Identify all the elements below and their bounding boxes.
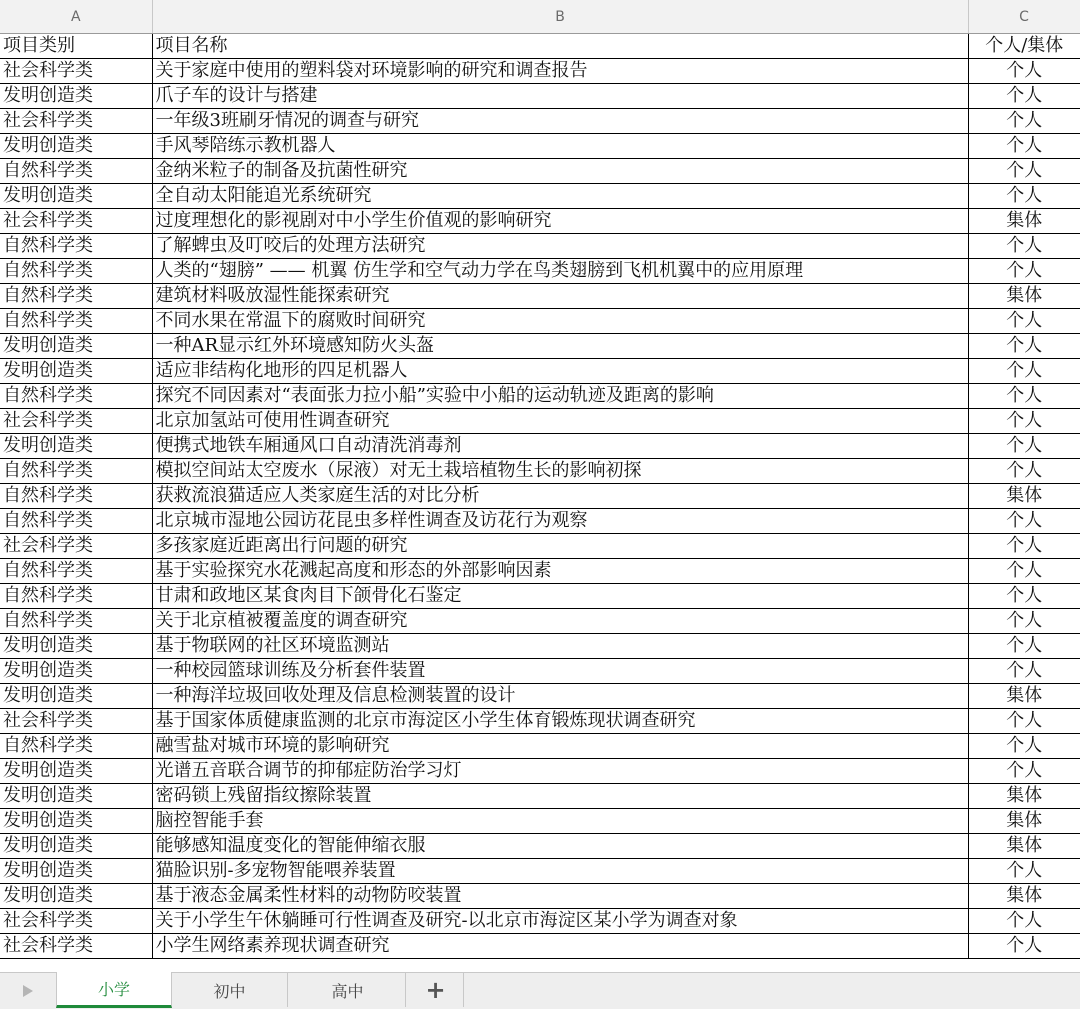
cell-category[interactable]: 发明创造类 xyxy=(0,684,152,709)
cell-category[interactable]: 社会科学类 xyxy=(0,534,152,559)
cell-category[interactable]: 自然科学类 xyxy=(0,484,152,509)
cell-project-name[interactable]: 一种海洋垃圾回收处理及信息检测装置的设计 xyxy=(152,684,968,709)
cell-project-name[interactable]: 基于实验探究水花溅起高度和形态的外部影响因素 xyxy=(152,559,968,584)
cell-project-name[interactable]: 北京城市湿地公园访花昆虫多样性调查及访花行为观察 xyxy=(152,509,968,534)
cell-type[interactable]: 个人 xyxy=(968,159,1080,184)
cell-category[interactable]: 社会科学类 xyxy=(0,709,152,734)
cell-type[interactable]: 个人 xyxy=(968,734,1080,759)
cell-category[interactable]: 自然科学类 xyxy=(0,234,152,259)
tab-junior-high[interactable]: 初中 xyxy=(172,973,288,1007)
table-row xyxy=(0,159,1080,184)
cell-type[interactable]: 个人 xyxy=(968,859,1080,884)
cell-project-name[interactable]: 过度理想化的影视剧对中小学生价值观的影响研究 xyxy=(152,209,968,234)
cell-project-name[interactable]: 基于液态金属柔性材料的动物防咬装置 xyxy=(152,884,968,909)
cell-category[interactable]: 社会科学类 xyxy=(0,209,152,234)
cell-type[interactable]: 个人 xyxy=(968,509,1080,534)
tab-senior-high[interactable]: 高中 xyxy=(290,973,406,1007)
cell-project-name[interactable]: 金纳米粒子的制备及抗菌性研究 xyxy=(152,159,968,184)
cell-category[interactable]: 自然科学类 xyxy=(0,584,152,609)
nav-arrow-shape xyxy=(22,984,34,998)
cell-project-name[interactable]: 关于小学生午休躺睡可行性调查及研究-以北京市海淀区某小学为调查对象 xyxy=(152,909,968,934)
cell-category[interactable]: 自然科学类 xyxy=(0,559,152,584)
cell-type[interactable]: 集体 xyxy=(968,834,1080,859)
cell-category[interactable]: 社会科学类 xyxy=(0,109,152,134)
cell-type[interactable]: 个人 xyxy=(968,359,1080,384)
cell-project-name[interactable]: 爪子车的设计与搭建 xyxy=(152,84,968,109)
cell-project-name[interactable]: 甘肃和政地区某食肉目下颌骨化石鉴定 xyxy=(152,584,968,609)
cell-project-name[interactable]: 建筑材料吸放湿性能探索研究 xyxy=(152,284,968,309)
column-header-c[interactable]: C xyxy=(968,0,1080,34)
table-row xyxy=(0,909,1080,934)
cell-type[interactable]: 个人 xyxy=(968,309,1080,334)
cell-category[interactable]: 社会科学类 xyxy=(0,59,152,84)
cell-type[interactable]: 个人 xyxy=(968,409,1080,434)
table-row xyxy=(0,509,1080,534)
cell-project-name[interactable]: 不同水果在常温下的腐败时间研究 xyxy=(152,309,968,334)
cell-project-name[interactable]: 融雪盐对城市环境的影响研究 xyxy=(152,734,968,759)
cell-project-name[interactable]: 基于国家体质健康监测的北京市海淀区小学生体育锻炼现状调查研究 xyxy=(152,709,968,734)
table-row xyxy=(0,559,1080,584)
play-triangle-icon[interactable] xyxy=(0,973,56,1009)
header-cell-type[interactable]: 个人/集体 xyxy=(968,34,1080,59)
cell-type[interactable]: 个人 xyxy=(968,909,1080,934)
cell-category[interactable]: 自然科学类 xyxy=(0,734,152,759)
cell-category[interactable]: 发明创造类 xyxy=(0,359,152,384)
cell-type[interactable]: 个人 xyxy=(968,634,1080,659)
cell-type[interactable]: 个人 xyxy=(968,659,1080,684)
cell-type[interactable]: 个人 xyxy=(968,709,1080,734)
table-row xyxy=(0,459,1080,484)
table-row xyxy=(0,409,1080,434)
table-row xyxy=(0,434,1080,459)
cell-category[interactable]: 自然科学类 xyxy=(0,259,152,284)
cell-category[interactable]: 发明创造类 xyxy=(0,134,152,159)
table-row xyxy=(0,109,1080,134)
table-row xyxy=(0,684,1080,709)
cell-project-name[interactable]: 基于物联网的社区环境监测站 xyxy=(152,634,968,659)
cell-type[interactable]: 个人 xyxy=(968,934,1080,959)
cell-project-name[interactable]: 关于北京植被覆盖度的调查研究 xyxy=(152,609,968,634)
cell-category[interactable]: 自然科学类 xyxy=(0,309,152,334)
plus-icon[interactable]: + xyxy=(408,973,464,1007)
cell-project-name[interactable]: 密码锁上残留指纹擦除装置 xyxy=(152,784,968,809)
cell-category[interactable]: 自然科学类 xyxy=(0,384,152,409)
cell-type[interactable]: 集体 xyxy=(968,209,1080,234)
cell-type[interactable]: 集体 xyxy=(968,884,1080,909)
cell-type[interactable]: 个人 xyxy=(968,259,1080,284)
cell-type[interactable]: 个人 xyxy=(968,109,1080,134)
table-row xyxy=(0,234,1080,259)
cell-type[interactable]: 个人 xyxy=(968,384,1080,409)
cell-category[interactable]: 发明创造类 xyxy=(0,84,152,109)
table-row xyxy=(0,884,1080,909)
cell-type[interactable]: 个人 xyxy=(968,59,1080,84)
cell-type[interactable]: 个人 xyxy=(968,459,1080,484)
cell-project-name[interactable]: 一年级3班刷牙情况的调查与研究 xyxy=(152,109,968,134)
cell-category[interactable]: 自然科学类 xyxy=(0,609,152,634)
cell-project-name[interactable]: 一种AR显示红外环境感知防火头盔 xyxy=(152,334,968,359)
table-row xyxy=(0,784,1080,809)
cell-type[interactable]: 个人 xyxy=(968,534,1080,559)
table-row xyxy=(0,134,1080,159)
cell-project-name[interactable]: 了解蜱虫及叮咬后的处理方法研究 xyxy=(152,234,968,259)
cell-project-name[interactable]: 适应非结构化地形的四足机器人 xyxy=(152,359,968,384)
header-cell-category[interactable]: 项目类别 xyxy=(0,34,152,59)
table-row xyxy=(0,934,1080,959)
cell-category[interactable]: 发明创造类 xyxy=(0,809,152,834)
table-row xyxy=(0,359,1080,384)
cell-category[interactable]: 发明创造类 xyxy=(0,334,152,359)
table-row xyxy=(0,84,1080,109)
cell-type[interactable]: 个人 xyxy=(968,134,1080,159)
cell-project-name[interactable]: 一种校园篮球训练及分析套件装置 xyxy=(152,659,968,684)
table-row xyxy=(0,659,1080,684)
cell-type[interactable]: 个人 xyxy=(968,609,1080,634)
table-row xyxy=(0,309,1080,334)
cell-project-name[interactable]: 能够感知温度变化的智能伸缩衣服 xyxy=(152,834,968,859)
cell-type[interactable]: 个人 xyxy=(968,234,1080,259)
table-row xyxy=(0,184,1080,209)
table-row xyxy=(0,634,1080,659)
cell-category[interactable]: 自然科学类 xyxy=(0,509,152,534)
table-row xyxy=(0,809,1080,834)
table-row xyxy=(0,709,1080,734)
cell-type[interactable]: 个人 xyxy=(968,84,1080,109)
cell-type[interactable]: 个人 xyxy=(968,584,1080,609)
header-cell-name[interactable]: 项目名称 xyxy=(152,34,968,59)
cell-category[interactable]: 发明创造类 xyxy=(0,859,152,884)
cell-project-name[interactable]: 人类的“翅膀” —— 机翼 仿生学和空气动力学在鸟类翅膀到飞机机翼中的应用原理 xyxy=(152,259,968,284)
cell-project-name[interactable]: 脑控智能手套 xyxy=(152,809,968,834)
column-header-b[interactable]: B xyxy=(152,0,968,34)
table-row xyxy=(0,759,1080,784)
table-row xyxy=(0,384,1080,409)
cell-category[interactable]: 自然科学类 xyxy=(0,459,152,484)
cell-category[interactable]: 发明创造类 xyxy=(0,884,152,909)
cell-category[interactable]: 发明创造类 xyxy=(0,759,152,784)
cell-project-name[interactable]: 猫脸识别-多宠物智能喂养装置 xyxy=(152,859,968,884)
cell-type[interactable]: 集体 xyxy=(968,784,1080,809)
table-row xyxy=(0,534,1080,559)
table-row xyxy=(0,734,1080,759)
table-row xyxy=(0,284,1080,309)
cell-category[interactable]: 发明创造类 xyxy=(0,184,152,209)
cell-type[interactable]: 集体 xyxy=(968,484,1080,509)
column-header-a[interactable]: A xyxy=(0,0,152,34)
cell-type[interactable]: 个人 xyxy=(968,334,1080,359)
cell-type[interactable]: 个人 xyxy=(968,559,1080,584)
cell-project-name[interactable]: 全自动太阳能追光系统研究 xyxy=(152,184,968,209)
cell-category[interactable]: 自然科学类 xyxy=(0,284,152,309)
table-row xyxy=(0,584,1080,609)
cell-category[interactable]: 社会科学类 xyxy=(0,409,152,434)
cell-project-name[interactable]: 多孩家庭近距离出行问题的研究 xyxy=(152,534,968,559)
sheet-tab-bar xyxy=(0,972,1080,1009)
cell-type[interactable]: 集体 xyxy=(968,684,1080,709)
cell-category[interactable]: 发明创造类 xyxy=(0,434,152,459)
cell-category[interactable]: 发明创造类 xyxy=(0,634,152,659)
table-row xyxy=(0,834,1080,859)
cell-category[interactable]: 社会科学类 xyxy=(0,934,152,959)
cell-category[interactable]: 自然科学类 xyxy=(0,159,152,184)
table-row xyxy=(0,484,1080,509)
cell-project-name[interactable]: 关于家庭中使用的塑料袋对环境影响的研究和调查报告 xyxy=(152,59,968,84)
column-header-row xyxy=(0,0,1080,34)
cell-category[interactable]: 发明创造类 xyxy=(0,834,152,859)
cell-type[interactable]: 集体 xyxy=(968,809,1080,834)
table-row xyxy=(0,334,1080,359)
tab-primary-school[interactable]: 小学 xyxy=(56,972,172,1008)
cell-project-name[interactable]: 探究不同因素对“表面张力拉小船”实验中小船的运动轨迹及距离的影响 xyxy=(152,384,968,409)
cell-project-name[interactable]: 手风琴陪练示教机器人 xyxy=(152,134,968,159)
cell-project-name[interactable]: 光谱五音联合调节的抑郁症防治学习灯 xyxy=(152,759,968,784)
cell-project-name[interactable]: 北京加氢站可使用性调查研究 xyxy=(152,409,968,434)
cell-project-name[interactable]: 便携式地铁车厢通风口自动清洗消毒剂 xyxy=(152,434,968,459)
cell-type[interactable]: 个人 xyxy=(968,434,1080,459)
cell-project-name[interactable]: 获救流浪猫适应人类家庭生活的对比分析 xyxy=(152,484,968,509)
cell-category[interactable]: 发明创造类 xyxy=(0,784,152,809)
cell-type[interactable]: 集体 xyxy=(968,284,1080,309)
table-row xyxy=(0,859,1080,884)
table-row xyxy=(0,259,1080,284)
cell-project-name[interactable]: 小学生网络素养现状调查研究 xyxy=(152,934,968,959)
table-row xyxy=(0,609,1080,634)
cell-category[interactable]: 社会科学类 xyxy=(0,909,152,934)
table-row xyxy=(0,59,1080,84)
cell-category[interactable]: 发明创造类 xyxy=(0,659,152,684)
cell-project-name[interactable]: 模拟空间站太空废水（尿液）对无土栽培植物生长的影响初探 xyxy=(152,459,968,484)
cell-type[interactable]: 个人 xyxy=(968,759,1080,784)
cell-type[interactable]: 个人 xyxy=(968,184,1080,209)
table-header-row xyxy=(0,34,1080,59)
table-row xyxy=(0,209,1080,234)
